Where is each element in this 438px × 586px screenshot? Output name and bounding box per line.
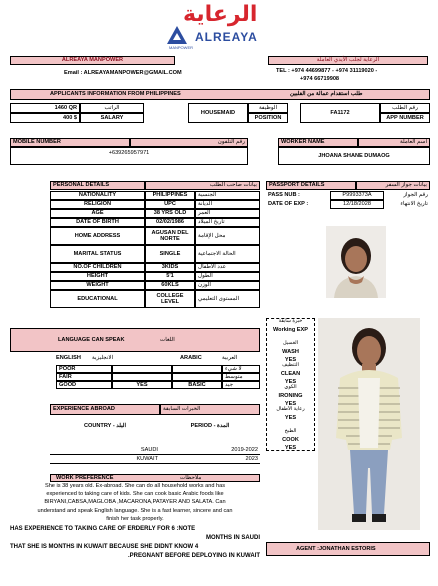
worker-headshot-photo xyxy=(326,226,386,298)
experience-title-en: EXPERIENCE ABROAD xyxy=(50,404,160,415)
language-level-label: POOR xyxy=(56,365,112,373)
skill-label-ar: الطبخ xyxy=(284,428,297,435)
applicants-title-ar: طلب استقدام عمالة من الفلبين xyxy=(290,91,363,97)
logo-a-mark xyxy=(167,26,187,44)
skill-value: YES xyxy=(284,400,297,407)
personal-row-label: AGE xyxy=(50,209,145,218)
logo-tagline: MANPOWER xyxy=(169,45,193,50)
work-preference-line: BIRYANI,CABSA,MAGLOBA ,MACARONA,PATAYER AND SALATA. Can xyxy=(44,499,226,506)
personal-title-ar: بيانات صاحب الطلب xyxy=(145,181,260,190)
personal-row-label-ar: عدد الأطفال xyxy=(195,263,260,272)
skill-value: YES xyxy=(284,356,297,363)
experience-country: SAUDI xyxy=(50,446,160,455)
personal-row-label-ar: المستوى التعليمي xyxy=(195,290,260,308)
work-preference-line: understand and speak English language. She is a fast learner, sincere and can xyxy=(37,507,233,514)
salary-label-ar: الراتب xyxy=(80,103,144,113)
personal-row-value: COLLEGE LEVEL xyxy=(145,290,195,308)
personal-row-value: 5'1 xyxy=(145,272,195,281)
salary-amount: 1460 QR xyxy=(10,103,80,113)
company-tel-2: +974 66719908 xyxy=(300,76,340,82)
language-english-label: ENGLISH xyxy=(56,355,81,361)
work-preference-note-line: .PREGNANT BEFORE DEPLOYING IN KUWAIT xyxy=(127,553,260,559)
language-title-bar xyxy=(10,328,260,352)
language-title-ar: اللغات xyxy=(160,337,175,343)
language-arabic-value: BASIC xyxy=(172,381,222,389)
personal-row-label: MARITAL STATUS xyxy=(50,245,145,263)
skill-label: COOK xyxy=(282,436,299,443)
skill-label-ar: الكوي xyxy=(284,384,297,391)
personal-row-label: HOME ADDRESS xyxy=(50,227,145,245)
passport-title-en: PASSPORT DETAILS xyxy=(266,181,356,190)
mobile-value: +639265957971 xyxy=(10,147,248,165)
work-preference-note-line: MONTHS IN SAUDI xyxy=(206,535,260,541)
mobile-label: MOBILE NUMBER xyxy=(10,138,130,147)
passport-exp: 12/18/2028 xyxy=(330,200,384,209)
personal-row-label: RELIGION xyxy=(50,200,145,209)
work-preference-title-en: WORK PREFERENCE xyxy=(56,475,114,481)
personal-row-label-ar: الجنسية xyxy=(195,191,260,200)
work-preference-line: finish her task properly. xyxy=(106,515,164,522)
passport-exp-label-ar: تاريخ الانتهاء xyxy=(400,201,428,208)
personal-row-label-ar: تاريخ الميلاد xyxy=(195,218,260,227)
language-level-label: GOOD xyxy=(56,381,112,389)
logo-arabic: الرعاية xyxy=(183,2,258,27)
language-arabic-value xyxy=(172,373,222,381)
personal-row-label: NATIONALITY xyxy=(50,191,145,200)
personal-row-label: EDUCATIONAL xyxy=(50,290,145,308)
skill-label-ar: خبرة سابقة xyxy=(278,318,303,325)
personal-row-label: HEIGHT xyxy=(50,272,145,281)
worker-label-ar: اسم العاملة xyxy=(358,138,430,147)
app-number-label: APP NUMBER xyxy=(380,113,430,123)
experience-period: 2023 xyxy=(160,455,260,464)
personal-row-value: AGUSAN DEL NORTE xyxy=(145,227,195,245)
skill-label: WASH xyxy=(282,348,299,355)
passport-exp-label: DATE OF EXP : xyxy=(268,201,309,208)
company-logo xyxy=(165,2,277,50)
skill-label-ar: التنظيف xyxy=(282,362,299,369)
position-label: POSITION xyxy=(248,113,288,123)
language-english-value: YES xyxy=(112,381,172,389)
salary-label: SALARY xyxy=(80,113,144,123)
skill-label: IRONING xyxy=(278,392,303,399)
company-name-ar-text: الرعاية لجلب الأيدي العاملة xyxy=(316,57,380,63)
personal-row-value: PHILIPPINES xyxy=(145,191,195,200)
personal-row-label: DATE OF BIRTH xyxy=(50,218,145,227)
personal-row-value: 3KIDS xyxy=(145,263,195,272)
skill-value: YES xyxy=(284,378,297,385)
skill-label: Working EXP xyxy=(272,326,309,333)
work-preference-title-ar: ملاحظات xyxy=(180,475,202,481)
salary-amount-2: 400 $ xyxy=(10,113,80,123)
worker-full-body-photo xyxy=(318,318,420,530)
personal-row-label: WEIGHT xyxy=(50,281,145,290)
experience-country-header: COUNTRY - البلد xyxy=(83,422,127,429)
position-label-ar: الوظيفة xyxy=(248,103,288,113)
personal-row-value: 38 YRS OLD xyxy=(145,209,195,218)
passport-number-label-ar: رقم الجواز xyxy=(403,192,428,199)
passport-number-label: PASS NUB : xyxy=(268,192,300,199)
passport-number: P9993373A xyxy=(330,191,384,200)
language-english-value xyxy=(112,373,172,381)
company-name-en-text: ALREAYA MANPOWER xyxy=(61,57,124,63)
experience-period: 2019-2022 xyxy=(160,446,260,455)
language-level-label-ar: جيد xyxy=(222,381,260,389)
work-preference-line: She is 38 years old. Ex-abroad. She can do all household works and has xyxy=(44,483,226,489)
experience-title-ar: الخبرات السابقة xyxy=(160,404,260,415)
mobile-label-ar: رقم التلفون xyxy=(130,138,248,147)
passport-title-ar: بيانات جواز السفر xyxy=(356,181,430,190)
language-title-en: LANGUAGE CAN SPEAK xyxy=(58,337,125,343)
applicants-title-en: APPLICANTS INFORMATION FROM PHILIPPINES xyxy=(50,91,181,97)
company-tel: TEL : +974 44699877 - +974 31119020 - xyxy=(276,68,378,74)
personal-row-label-ar: الحالة الاجتماعية xyxy=(195,245,260,263)
worker-name: JHOANA SHANE DUMAOG xyxy=(278,147,430,165)
personal-row-value: SINGLE xyxy=(145,245,195,263)
app-number-value: FA1172 xyxy=(300,103,380,123)
language-english-label-ar: الانجليزية xyxy=(92,355,114,361)
skill-label-ar: الغسيل xyxy=(282,340,299,347)
language-level-label-ar: لا شيء xyxy=(222,365,260,373)
personal-row-label-ar: الديانة xyxy=(195,200,260,209)
language-arabic-value xyxy=(172,365,222,373)
position-value: HOUSEMAID xyxy=(188,103,248,123)
language-arabic-label-ar: العربية xyxy=(222,355,238,361)
skill-label-ar: رعاية الأطفال xyxy=(276,406,305,413)
language-english-value xyxy=(112,365,172,373)
personal-row-label-ar: الطول xyxy=(195,272,260,281)
logo-latin: ALREAYA xyxy=(195,30,258,44)
personal-row-value: 60KLS xyxy=(145,281,195,290)
language-arabic-label: ARABIC xyxy=(180,355,202,361)
personal-row-label: NO.OF CHILDREN xyxy=(50,263,145,272)
agent-name: AGENT :JONATHAN ESTORIS xyxy=(296,546,376,552)
worker-label: WORKER NAME xyxy=(278,138,358,147)
experience-period-header: PERIOD - المدة xyxy=(190,422,230,429)
personal-row-label-ar: محل الإقامة xyxy=(195,227,260,245)
skill-value: YES xyxy=(284,414,297,421)
personal-row-value: 02/02/1986 xyxy=(145,218,195,227)
work-preference-line: experienced to taking care of kids. She can cook basic Arabic foods like xyxy=(46,491,224,498)
skill-value: YES xyxy=(284,444,297,451)
experience-country: KUWAIT xyxy=(50,455,160,464)
skill-label: CLEAN xyxy=(280,370,301,377)
language-level-label: FAIR xyxy=(56,373,112,381)
personal-row-value: UPC xyxy=(145,200,195,209)
work-preference-note-line: HAS EXPERIENCE TO TAKING CARE OF ERDERLY FOR 6 :NOTE xyxy=(10,526,196,532)
personal-row-label-ar: الوزن xyxy=(195,281,260,290)
personal-row-label-ar: العمر xyxy=(195,209,260,218)
app-number-label-ar: رقم الطلب xyxy=(380,103,430,113)
company-email: Email : ALREAYAMANPOWER@GMAIL.COM xyxy=(64,70,182,76)
personal-title-en: PERSONAL DETAILS xyxy=(50,181,145,190)
language-level-label-ar: متوسط xyxy=(222,373,260,381)
work-preference-note-line: THAT SHE IS MONTHS IN KUWAIT BECAUSE SHE DIDNT KNOW 4 xyxy=(10,544,199,550)
